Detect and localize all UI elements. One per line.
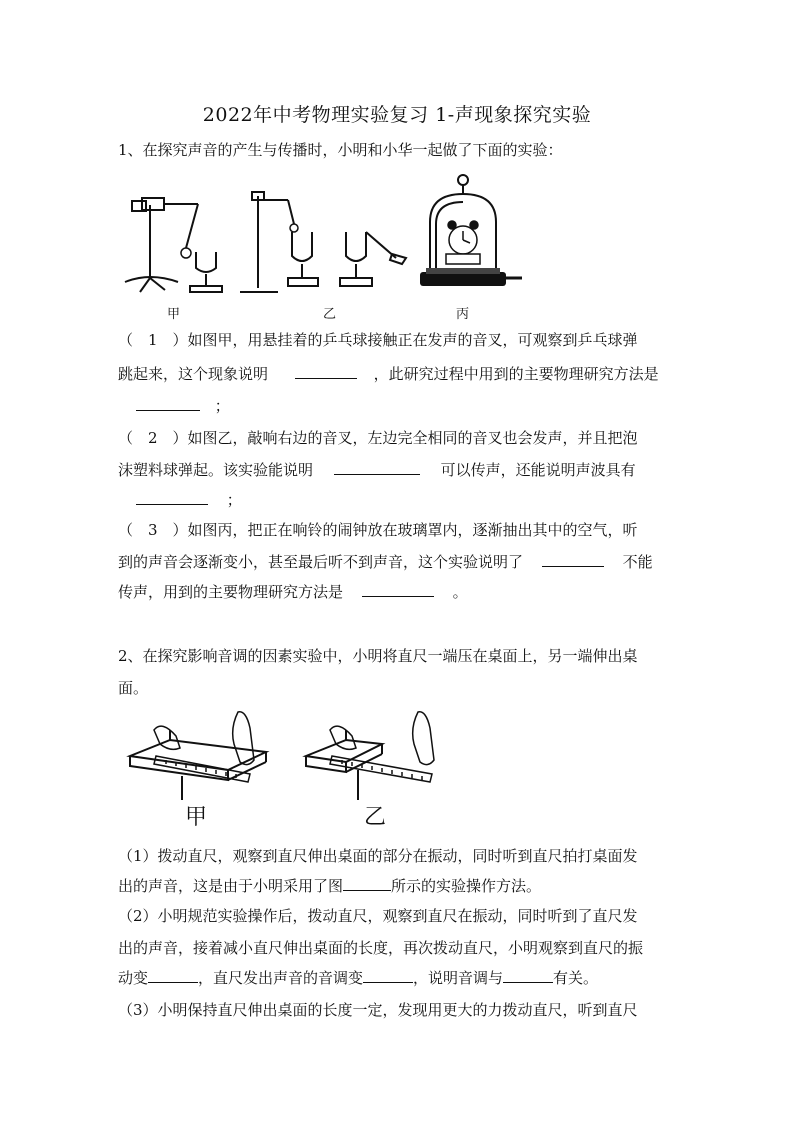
q2-part1-line1: （1）拨动直尺，观察到直尺伸出桌面的部分在振动，同时听到直尺拍打桌面发	[118, 847, 638, 865]
answer-blank[interactable]	[503, 968, 553, 983]
q1-part3-line3: 传声，用到的主要物理研究方法是 。	[118, 583, 468, 601]
figure-jia-pendulum-fork	[120, 190, 230, 300]
q1-part3-line1: （ 3 ）如图丙，把正在响铃的闹钟放在玻璃罩内，逐渐抽出其中的空气，听	[118, 521, 638, 539]
q2-part2-line3: 动变 ，直尺发出声音的音调变 ，说明音调与 有关。	[118, 969, 599, 987]
figure-bing-bell-jar	[418, 172, 528, 300]
figure-label-yi: 乙	[323, 307, 337, 322]
answer-blank[interactable]	[343, 876, 391, 891]
answer-blank[interactable]	[295, 364, 357, 379]
q2-stem-line1: 2、在探究影响音调的因素实验中，小明将直尺一端压在桌面上，另一端伸出桌	[118, 647, 638, 665]
q1-part2-line2: 沫塑料球弹起。该实验能说明 可以传声，还能说明声波具有	[118, 461, 636, 479]
answer-blank[interactable]	[334, 460, 420, 475]
answer-blank[interactable]	[136, 490, 208, 505]
answer-blank[interactable]	[363, 968, 413, 983]
figure-jia-ruler-table	[126, 708, 276, 803]
figure-label-yi: 乙	[364, 805, 387, 830]
figure-label-jia: 甲	[185, 805, 208, 830]
answer-blank[interactable]	[148, 968, 198, 983]
q1-part1-line2: 跳起来，这个现象说明 ，此研究过程中用到的主要物理研究方法是	[118, 365, 659, 383]
q1-part1-line1: （ 1 ）如图甲，用悬挂着的乒乓球接触正在发声的音叉，可观察到乒乓球弹	[118, 331, 638, 349]
figure-label-bing: 丙	[456, 307, 470, 322]
q1-part2-line3: ；	[118, 490, 678, 510]
q1-part2-line1: （ 2 ）如图乙，敲响右边的音叉，左边完全相同的音叉也会发声，并且把泡	[118, 429, 638, 447]
q1-part3-line2: 到的声音会逐渐变小，甚至最后听不到声音，这个实验说明了 不能	[118, 553, 653, 571]
page-title: 2022年中考物理实验复习 1-声现象探究实验	[202, 104, 592, 126]
q2-part2-line2: 出的声音，接着减小直尺伸出桌面的长度，再次拨动直尺，小明观察到直尺的振	[118, 939, 644, 957]
q1-stem: 1、在探究声音的产生与传播时，小明和小华一起做了下面的实验：	[118, 141, 563, 159]
q2-part3-line1: （3）小明保持直尺伸出桌面的长度一定，发现用更大的力拨动直尺，听到直尺	[118, 1001, 638, 1019]
q2-part1-line2: 出的声音，这是由于小明采用了图 所示的实验操作方法。	[118, 877, 542, 895]
figure-yi-two-forks	[236, 188, 416, 298]
q2-stem-line2: 面。	[118, 679, 149, 697]
answer-blank[interactable]	[136, 396, 200, 411]
figure-yi-ruler-table	[302, 708, 452, 803]
q1-part1-line3: ；	[118, 396, 678, 416]
answer-blank[interactable]	[362, 582, 434, 597]
q2-part2-line1: （2）小明规范实验操作后，拨动直尺，观察到直尺在振动，同时听到了直尺发	[118, 907, 638, 925]
answer-blank[interactable]	[542, 552, 604, 567]
figure-label-jia: 甲	[167, 307, 181, 322]
